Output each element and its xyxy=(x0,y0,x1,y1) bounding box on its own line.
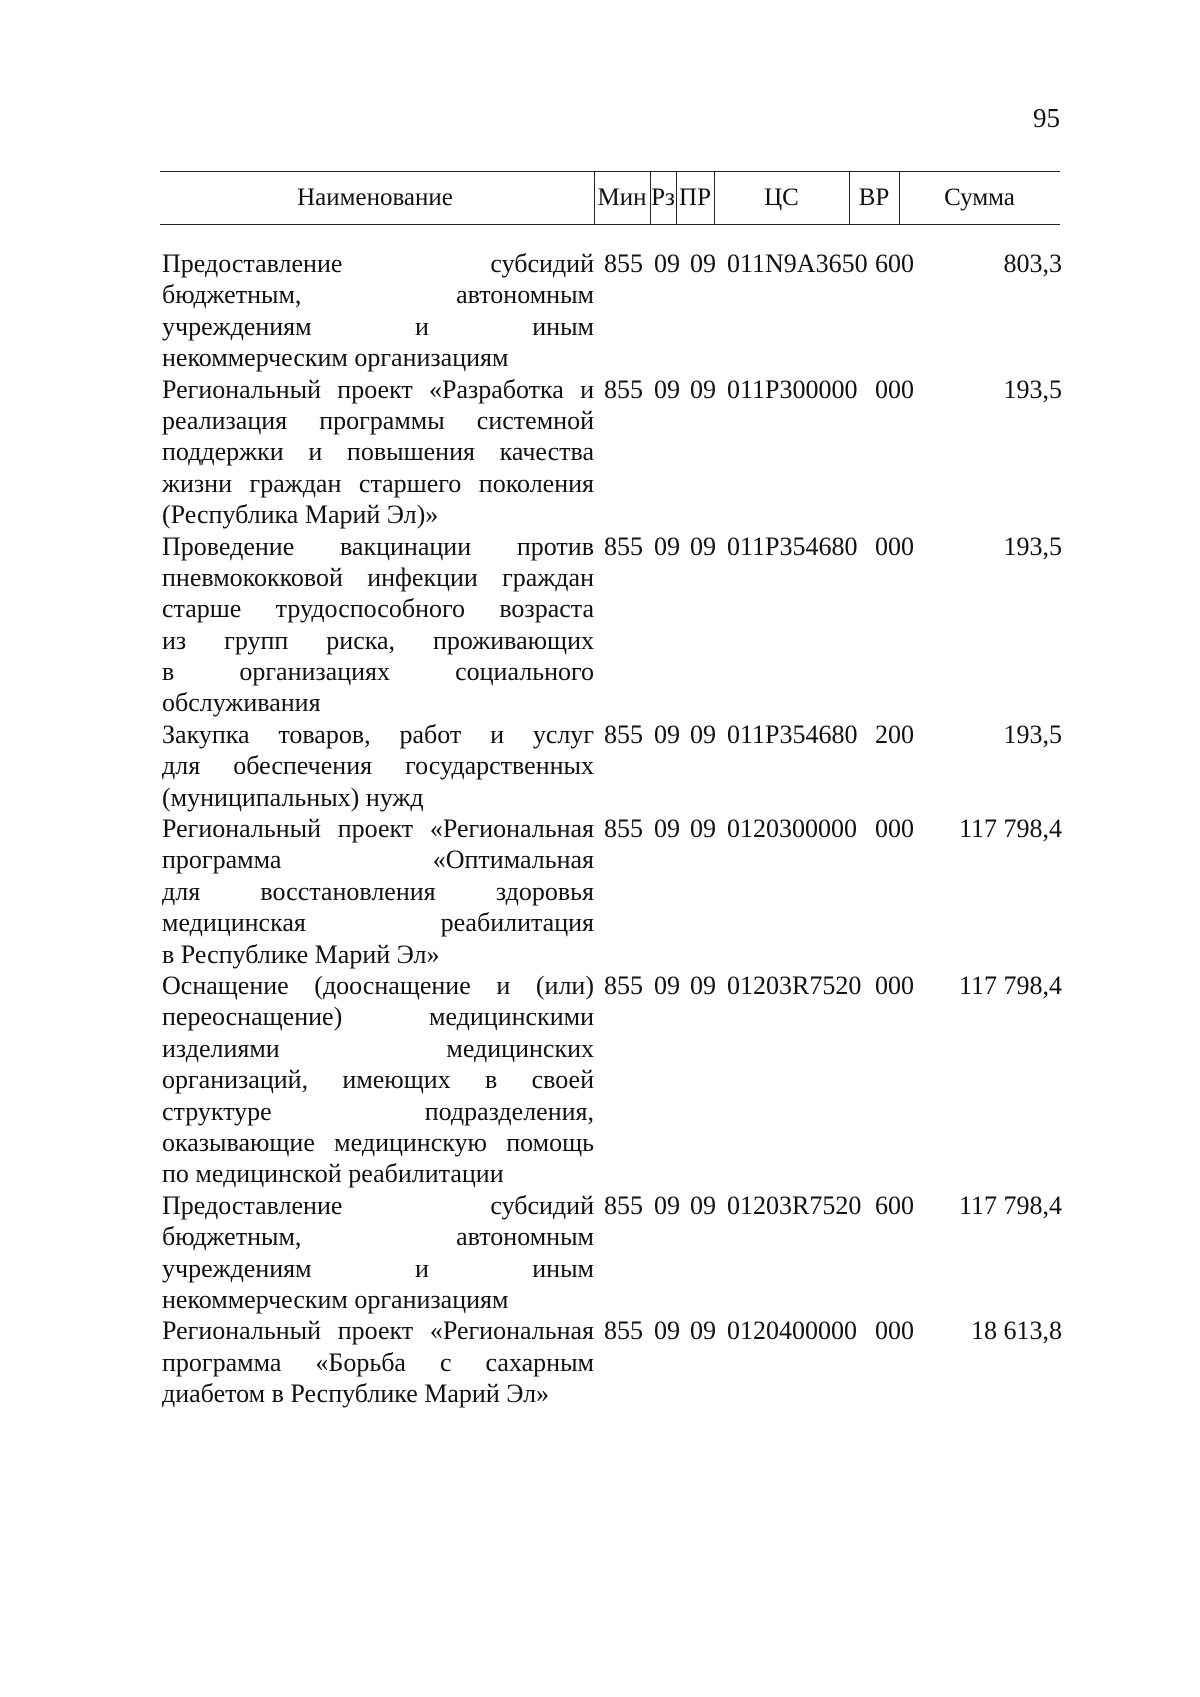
row-name xyxy=(162,970,594,1190)
row-sum: 193,5 xyxy=(1003,531,1062,561)
table-row xyxy=(0,719,1200,813)
row-name-line: Предоставление субсидий xyxy=(162,249,594,278)
row-cs: 01203R7520 xyxy=(727,970,862,1000)
table-row xyxy=(0,374,1200,531)
row-name-line: в Республике Марий Эл» xyxy=(162,939,440,969)
row-sum: 117 798,4 xyxy=(958,814,1062,844)
row-vr: 600 xyxy=(875,249,914,278)
row-name-line: старше трудоспособного возраста xyxy=(162,594,594,624)
row-name-line: некоммерческим организациям xyxy=(162,1284,509,1314)
row-sum: 117 798,4 xyxy=(958,970,1062,1000)
row-pr: 09 xyxy=(690,970,716,1000)
table-row xyxy=(0,248,1200,374)
header-sum: Сумма xyxy=(944,184,1015,211)
row-name-line: Закупка товаров, работ и услуг xyxy=(162,719,594,749)
row-name-line: оказывающие медицинскую помощь xyxy=(162,1127,594,1157)
row-name xyxy=(162,531,594,719)
row-vr: 600 xyxy=(875,1190,914,1220)
table-row xyxy=(0,1315,1200,1409)
row-min: 855 xyxy=(604,1316,643,1346)
table-row xyxy=(0,813,1200,970)
header-vr: ВР xyxy=(858,184,890,211)
row-name-line: поддержки и повышения качества xyxy=(162,437,594,467)
row-min: 855 xyxy=(604,249,643,278)
row-sum: 18 613,8 xyxy=(971,1316,1062,1346)
table-header xyxy=(160,171,1060,225)
row-name-line: программа «Борьба с сахарным xyxy=(162,1347,594,1377)
row-rz: 09 xyxy=(654,814,680,844)
row-min: 855 xyxy=(604,531,643,561)
row-name-line: бюджетным, автономным xyxy=(162,280,594,310)
row-sum: 803,3 xyxy=(1003,249,1062,278)
row-min: 855 xyxy=(604,814,643,844)
row-vr: 200 xyxy=(875,719,914,749)
row-name-line: из групп риска, проживающих xyxy=(162,625,594,655)
row-min: 855 xyxy=(604,374,643,404)
header-pr: ПР xyxy=(679,184,711,211)
row-pr: 09 xyxy=(690,1316,716,1346)
row-name-line: в организациях социального xyxy=(162,657,594,687)
row-name-line: для обеспечения государственных xyxy=(162,751,594,781)
row-vr: 000 xyxy=(875,374,914,404)
table-row xyxy=(0,531,1200,719)
row-name-line: Региональный проект «Разработка и xyxy=(162,374,594,404)
row-name xyxy=(162,1190,594,1316)
row-name-line: Предоставление субсидий xyxy=(162,1190,594,1220)
row-vr: 000 xyxy=(875,970,914,1000)
row-name-line: Оснащение (дооснащение и (или) xyxy=(162,970,594,1000)
row-name-line: учреждениям и иным xyxy=(162,1253,594,1283)
row-cs: 01203R7520 xyxy=(727,1190,862,1220)
row-rz: 09 xyxy=(654,374,680,404)
page-number: 95 xyxy=(1033,103,1060,133)
row-rz: 09 xyxy=(654,970,680,1000)
row-rz: 09 xyxy=(654,719,680,749)
row-name-line: изделиями медицинских xyxy=(162,1033,594,1063)
row-vr: 000 xyxy=(875,1316,914,1346)
row-sum: 117 798,4 xyxy=(958,1190,1062,1220)
row-sum: 193,5 xyxy=(1003,719,1062,749)
row-cs: 011N9A3650 xyxy=(727,249,868,278)
row-pr: 09 xyxy=(690,531,716,561)
row-pr: 09 xyxy=(690,249,716,278)
row-pr: 09 xyxy=(690,719,716,749)
row-cs: 0120300000 xyxy=(727,814,857,844)
row-name xyxy=(162,374,594,531)
table-row xyxy=(0,970,1200,1190)
row-name-line: структуре подразделения, xyxy=(162,1096,594,1126)
row-name xyxy=(162,813,594,970)
row-rz: 09 xyxy=(654,1190,680,1220)
row-pr: 09 xyxy=(690,374,716,404)
row-cs: 0120400000 xyxy=(727,1316,857,1346)
header-min: Мин xyxy=(597,184,647,211)
row-name-line: учреждениям и иным xyxy=(162,311,594,341)
row-name-line: диабетом в Республике Марий Эл» xyxy=(162,1379,550,1409)
row-min: 855 xyxy=(604,719,643,749)
row-name-line: обслуживания xyxy=(162,688,321,718)
row-name-line: бюджетным, автономным xyxy=(162,1222,594,1252)
row-cs: 011P354680 xyxy=(727,531,858,561)
row-rz: 09 xyxy=(654,531,680,561)
header-name: Наименование xyxy=(297,184,453,211)
row-min: 855 xyxy=(604,970,643,1000)
row-cs: 011P300000 xyxy=(727,374,858,404)
header-cs: ЦС xyxy=(764,184,799,211)
row-cs: 011P354680 xyxy=(727,719,858,749)
row-rz: 09 xyxy=(654,249,680,278)
row-name-line: пневмококковой инфекции граждан xyxy=(162,562,594,592)
row-name-line: медицинская реабилитация xyxy=(162,908,594,938)
row-name-line: переоснащение) медицинскими xyxy=(162,1002,594,1032)
row-name-line: Региональный проект «Региональная xyxy=(162,814,594,844)
row-vr: 000 xyxy=(875,531,914,561)
table-body xyxy=(0,248,1200,1409)
row-name-line: (Республика Марий Эл)» xyxy=(162,500,439,530)
row-vr: 000 xyxy=(875,814,914,844)
row-name-line: реализация программы системной xyxy=(162,405,594,435)
row-name-line: для восстановления здоровья xyxy=(162,876,594,906)
row-min: 855 xyxy=(604,1190,643,1220)
row-name-line: Проведение вакцинации против xyxy=(162,531,594,561)
table-row xyxy=(0,1190,1200,1316)
row-name-line: программа «Оптимальная xyxy=(162,845,594,875)
row-name xyxy=(162,719,594,813)
row-name-line: жизни граждан старшего поколения xyxy=(162,468,594,498)
row-pr: 09 xyxy=(690,814,716,844)
row-name-line: организаций, имеющих в своей xyxy=(162,1065,594,1095)
row-sum: 193,5 xyxy=(1003,374,1062,404)
row-name xyxy=(162,1315,594,1409)
header-rz: Рз xyxy=(651,184,675,211)
row-pr: 09 xyxy=(690,1190,716,1220)
row-name xyxy=(162,248,594,374)
row-name-line: некоммерческим организациям xyxy=(162,343,509,373)
row-name-line: (муниципальных) нужд xyxy=(162,782,424,812)
row-name-line: по медицинской реабилитации xyxy=(162,1159,504,1189)
row-rz: 09 xyxy=(654,1316,680,1346)
row-name-line: Региональный проект «Региональная xyxy=(162,1316,594,1346)
